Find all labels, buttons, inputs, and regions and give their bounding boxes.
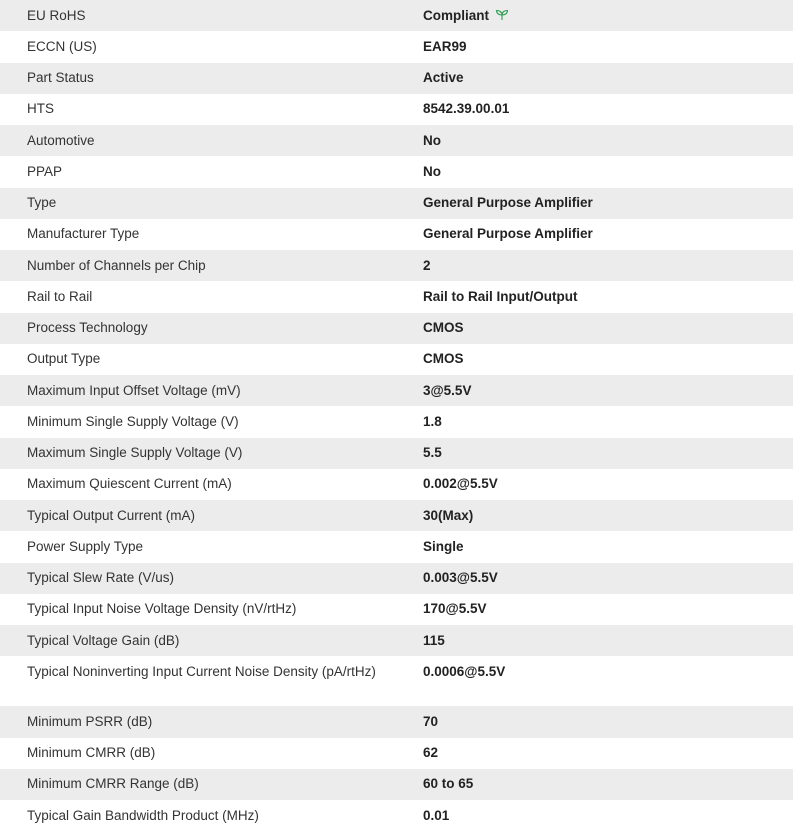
spec-value: 2 [423, 257, 431, 273]
table-row [0, 250, 793, 281]
spec-value: 0.003@5.5V [423, 570, 498, 586]
spec-label: Maximum Input Offset Voltage (mV) [27, 382, 241, 398]
table-row [0, 563, 793, 594]
spec-label: Rail to Rail [27, 288, 93, 304]
spec-label: EU RoHS [27, 7, 86, 23]
table-row [0, 31, 793, 62]
spec-value: CMOS [423, 351, 464, 367]
spec-label: Part Status [27, 70, 94, 86]
table-row [0, 156, 793, 187]
spec-value: 30(Max) [423, 507, 474, 523]
spec-value-text: Compliant [423, 7, 489, 23]
spec-label: PPAP [27, 163, 63, 179]
spec-value: 3@5.5V [423, 382, 472, 398]
table-row [0, 63, 793, 94]
spec-label: Minimum PSRR (dB) [27, 713, 153, 729]
table-row [0, 344, 793, 375]
spec-label: Process Technology [27, 320, 148, 336]
spec-value: EAR99 [423, 38, 467, 54]
spec-value: Active [423, 70, 464, 86]
spec-value: 8542.39.00.01 [423, 101, 510, 117]
spec-label: Number of Channels per Chip [27, 257, 206, 273]
spec-value: 170@5.5V [423, 601, 487, 617]
spec-value: CMOS [423, 320, 464, 336]
spec-label: Minimum Single Supply Voltage (V) [27, 413, 239, 429]
spec-label: Typical Gain Bandwidth Product (MHz) [27, 807, 259, 823]
spec-label: Automotive [27, 132, 95, 148]
spec-value: Single [423, 538, 464, 554]
spec-label: Type [27, 195, 57, 211]
spec-value: General Purpose Amplifier [423, 226, 593, 242]
spec-label: Minimum CMRR Range (dB) [27, 776, 199, 792]
table-row [0, 0, 793, 31]
spec-label: Manufacturer Type [27, 226, 140, 242]
spec-value: 115 [423, 632, 445, 648]
table-row [0, 738, 793, 769]
spec-label: Maximum Single Supply Voltage (V) [27, 445, 243, 461]
leaf-icon [495, 9, 509, 21]
spec-label: Power Supply Type [27, 538, 144, 554]
table-row [0, 531, 793, 562]
spec-value: General Purpose Amplifier [423, 195, 593, 211]
table-row [0, 594, 793, 625]
spec-label: Typical Output Current (mA) [27, 507, 196, 523]
spec-value: No [423, 132, 441, 148]
spec-label: Output Type [27, 351, 101, 367]
table-row [0, 125, 793, 156]
table-row [0, 94, 793, 125]
table-row [0, 469, 793, 500]
spec-label: Typical Voltage Gain (dB) [27, 632, 180, 648]
table-row [0, 188, 793, 219]
spec-value: 0.002@5.5V [423, 476, 498, 492]
spec-label: ECCN (US) [27, 38, 97, 54]
table-row [0, 281, 793, 312]
table-row [0, 625, 793, 656]
spec-label: Typical Slew Rate (V/us) [27, 570, 175, 586]
spec-value: 70 [423, 713, 439, 729]
spec-label: Typical Input Noise Voltage Density (nV/rtHz) [27, 601, 297, 617]
table-row [0, 375, 793, 406]
spec-value: 1.8 [423, 413, 442, 429]
spec-value: 5.5 [423, 445, 442, 461]
spec-label: Maximum Quiescent Current (mA) [27, 476, 232, 492]
spec-value: No [423, 163, 441, 179]
table-row [0, 656, 793, 706]
spec-value: Rail to Rail Input/Output [423, 288, 578, 304]
spec-value: 0.01 [423, 807, 450, 823]
table-row [0, 800, 793, 831]
spec-value: 60 to 65 [423, 776, 474, 792]
table-row [0, 769, 793, 800]
table-row [0, 219, 793, 250]
table-row [0, 313, 793, 344]
spec-label: Typical Noninverting Input Current Noise Density (pA/rtHz) [27, 664, 376, 680]
spec-value: 62 [423, 745, 439, 761]
spec-value [423, 0, 793, 31]
table-row [0, 706, 793, 737]
table-row [0, 500, 793, 531]
table-row [0, 438, 793, 469]
table-row [0, 406, 793, 437]
spec-label: Minimum CMRR (dB) [27, 745, 156, 761]
spec-value: 0.0006@5.5V [423, 664, 506, 680]
spec-label: HTS [27, 101, 54, 117]
